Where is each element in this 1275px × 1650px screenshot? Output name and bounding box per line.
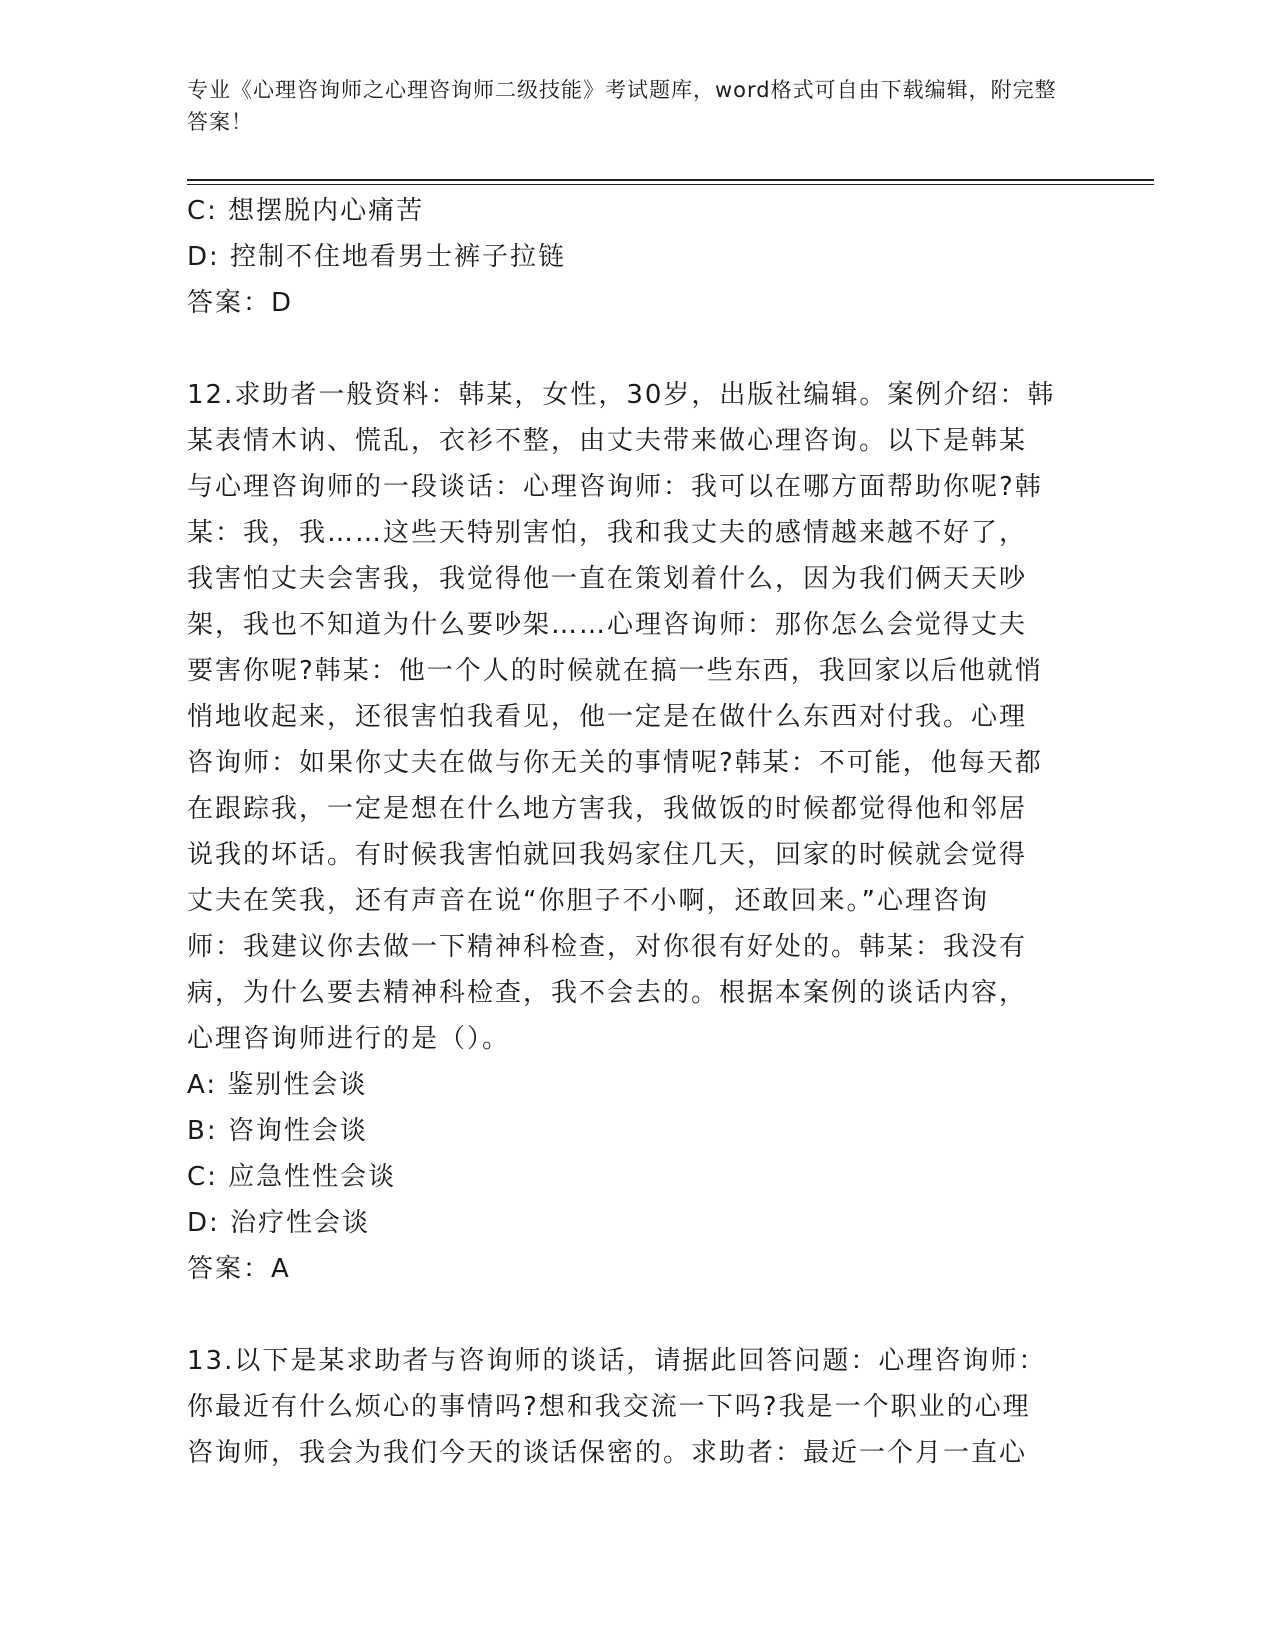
question-12 (187, 372, 1077, 1062)
question-content (187, 188, 1077, 1476)
question-12-line: 心理咨询师进行的是（）。 (187, 1024, 511, 1054)
question-12-line: 12.求助者一般资料：韩某，女性，30岁，出版社编辑。案例介绍：韩 (187, 380, 1056, 410)
question-12-option-b: B: 咨询性会谈 (187, 1116, 368, 1146)
question-12-line: 要害你呢?韩某：他一个人的时候就在搞一些东西，我回家以后他就悄 (187, 656, 1043, 686)
header-text: 专业《心理咨询师之心理咨询师二级技能》考试题库，word格式可自由下载编辑，附完整答案！ (187, 78, 1057, 134)
question-12-line: 咨询师：如果你丈夫在做与你无关的事情呢?韩某：不可能，他每天都 (187, 748, 1043, 778)
question-12-option-d: D: 治疗性会谈 (187, 1208, 371, 1238)
question-12-line: 丈夫在笑我，还有声音在说“你胆子不小啊，还敢回来。”心理咨询 (187, 886, 989, 916)
header-divider-thick (187, 179, 1154, 181)
document-header (187, 74, 1077, 138)
question-13-line: 咨询师，我会为我们今天的谈话保密的。求助者：最近一个月一直心 (187, 1438, 1028, 1468)
question-13-line: 13.以下是某求助者与咨询师的谈话，请据此回答问题：心理咨询师： (187, 1346, 1047, 1376)
question-12-answer: 答案：A (187, 1254, 291, 1284)
question-12-option-a: A: 鉴别性会谈 (187, 1070, 368, 1100)
spacer (187, 326, 1077, 372)
question-12-line: 我害怕丈夫会害我，我觉得他一直在策划着什么，因为我们俩天天吵 (187, 564, 1028, 594)
answer-label: 答案：D (187, 288, 294, 318)
question-12-line: 悄地收起来，还很害怕我看见，他一定是在做什么东西对付我。心理 (187, 702, 1028, 732)
question-12-line: 架，我也不知道为什么要吵架……心理咨询师：那你怎么会觉得丈夫 (187, 610, 1028, 640)
header-divider-thin (187, 184, 1154, 185)
question-12-option-c: C: 应急性性会谈 (187, 1162, 397, 1192)
question-13-line: 你最近有什么烦心的事情吗?想和我交流一下吗?我是一个职业的心理 (187, 1392, 1031, 1422)
question-12-line: 病，为什么要去精神科检查，我不会去的。根据本案例的谈话内容， (187, 978, 1028, 1008)
question-12-line: 某：我，我……这些天特别害怕，我和我丈夫的感情越来越不好了， (187, 518, 1028, 548)
spacer (187, 1292, 1077, 1338)
question-12-line: 说我的坏话。有时候我害怕就回我妈家住几天，回家的时候就会觉得 (187, 840, 1028, 870)
option-c: C: 想摆脱内心痛苦 (187, 196, 425, 226)
question-12-line: 某表情木讷、慌乱，衣衫不整，由丈夫带来做心理咨询。以下是韩某 (187, 426, 1028, 456)
question-12-line: 与心理咨询师的一段谈话：心理咨询师：我可以在哪方面帮助你呢?韩 (187, 472, 1043, 502)
option-d: D: 控制不住地看男士裤子拉链 (187, 242, 567, 272)
question-12-line: 师：我建议你去做一下精神科检查，对你很有好处的。韩某：我没有 (187, 932, 1028, 962)
question-12-line: 在跟踪我，一定是想在什么地方害我，我做饭的时候都觉得他和邻居 (187, 794, 1028, 824)
question-13 (187, 1338, 1077, 1476)
